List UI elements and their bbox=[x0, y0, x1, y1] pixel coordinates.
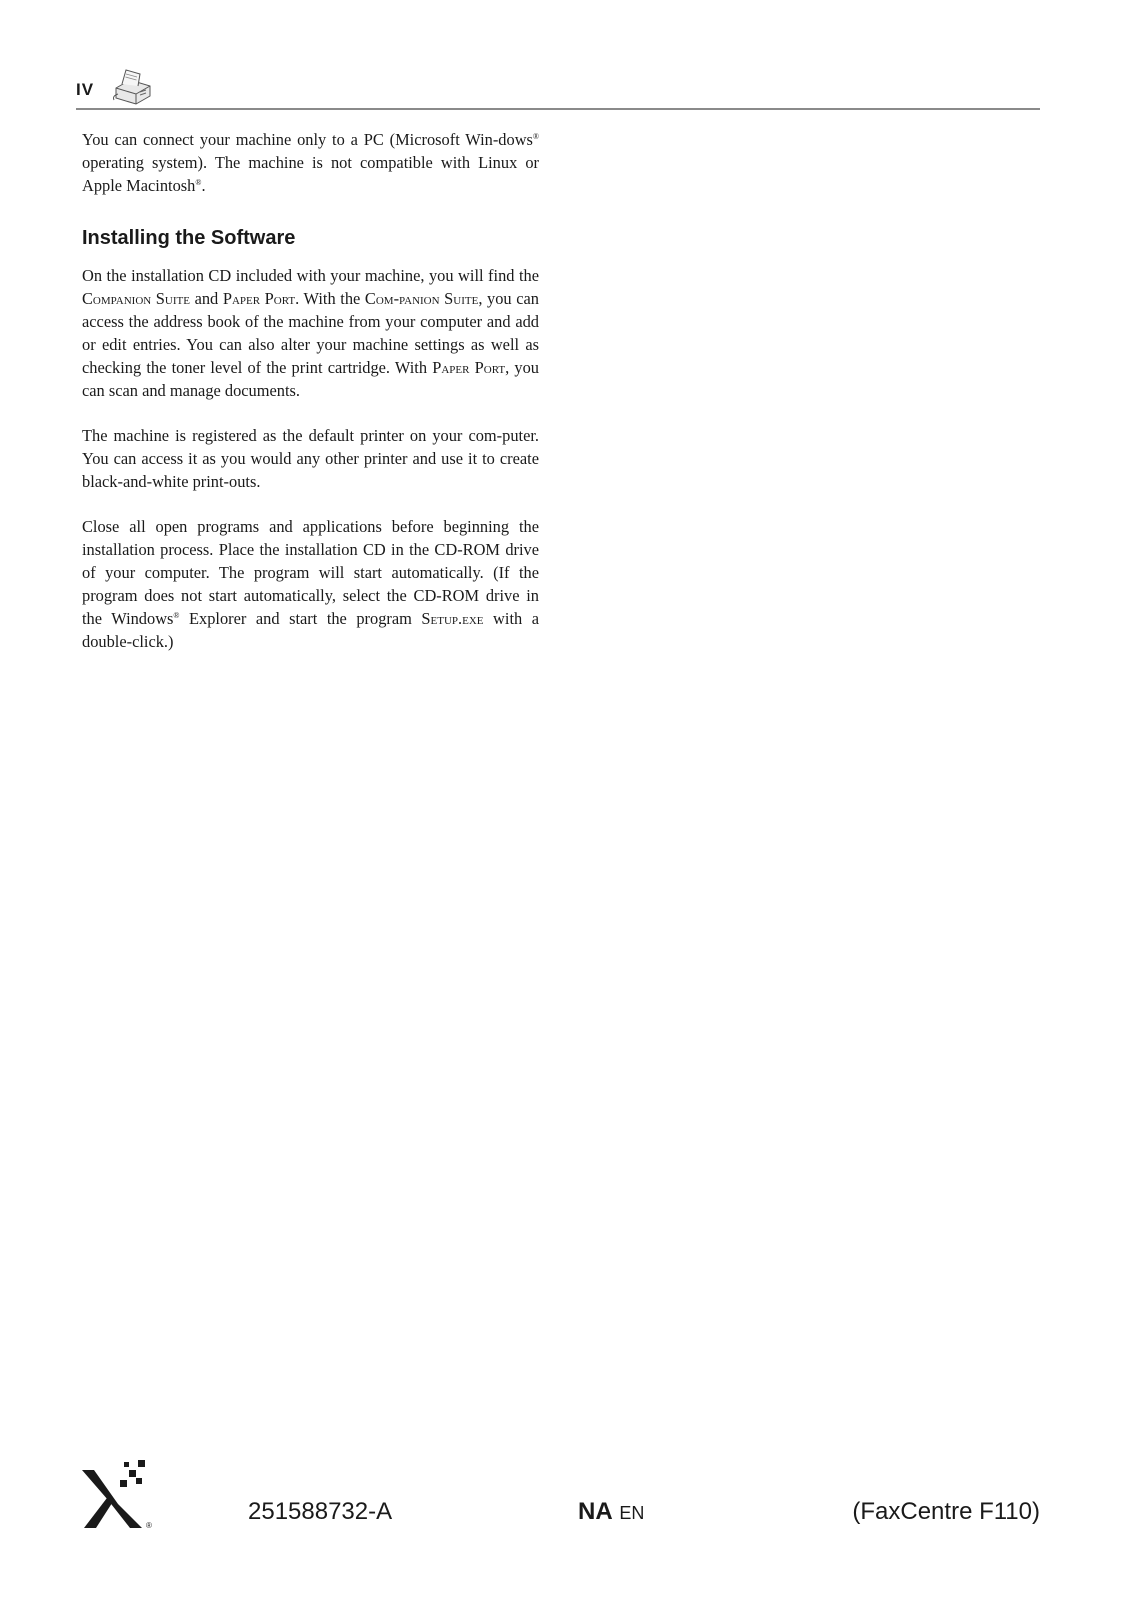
intro-paragraph bbox=[82, 128, 539, 197]
software-text-5: , you can scan and manage documents. bbox=[82, 358, 539, 400]
install-text-3: with a double-click.) bbox=[82, 609, 539, 651]
software-text-4: , you can access the address book of the machine from your computer and add or edit entries. You can also alter your machine settings as well as checking the toner level of the print cartridge. With bbox=[82, 289, 539, 377]
install-text-2: Explorer and start the program bbox=[179, 609, 422, 628]
region-language bbox=[578, 1498, 644, 1526]
document-id: 251588732-A bbox=[248, 1498, 393, 1525]
page-number: IV bbox=[76, 80, 95, 99]
intro-text-2: operating system). The machine is not compatible with Linux or Apple Macintosh bbox=[82, 153, 539, 195]
registered-mark: ® bbox=[195, 178, 202, 187]
intro-text-3: . bbox=[201, 176, 206, 195]
install-text-1: Close all open programs and applications before beginning the installation process. Place the installation CD in the CD-ROM drive of your computer. The program will start automatically. (If the program does not start automatically, select the CD-ROM drive in the Windows bbox=[82, 517, 539, 628]
fax-machine-icon bbox=[110, 66, 154, 106]
logo-registered-mark: ® bbox=[146, 1521, 152, 1530]
paper-port-name: Paper Port bbox=[432, 358, 506, 377]
page-footer bbox=[80, 1456, 1040, 1536]
software-text-1: On the installation CD included with your machine, you will find the bbox=[82, 266, 539, 285]
registered-mark: ® bbox=[532, 132, 539, 141]
registered-mark: ® bbox=[173, 611, 180, 620]
software-text-2: and bbox=[189, 289, 223, 308]
companion-suite-name: Com-panion Suite bbox=[364, 289, 479, 308]
printer-paragraph: The machine is registered as the default printer on your com-puter. You can access it as you would any other printer and use it to create black-and-white print-outs. bbox=[82, 426, 539, 491]
setup-filename: Setup.exe bbox=[421, 609, 484, 628]
language-code: EN bbox=[619, 1503, 645, 1523]
software-paragraph bbox=[82, 264, 539, 402]
region-code: NA bbox=[578, 1498, 613, 1525]
installation-paragraph bbox=[82, 515, 539, 653]
section-heading: Installing the Software bbox=[82, 227, 296, 249]
main-content bbox=[82, 128, 539, 675]
page-header bbox=[76, 66, 1040, 110]
header-rule bbox=[76, 108, 1040, 110]
intro-text-1: You can connect your machine only to a PC (Microsoft Win-dows bbox=[82, 130, 533, 149]
software-text-3: . With the bbox=[295, 289, 365, 308]
model-name: (FaxCentre F110) bbox=[852, 1498, 1040, 1525]
xerox-x-logo bbox=[80, 1456, 158, 1532]
paper-port-name: Paper Port bbox=[222, 289, 296, 308]
companion-suite-name: Companion Suite bbox=[82, 289, 190, 308]
